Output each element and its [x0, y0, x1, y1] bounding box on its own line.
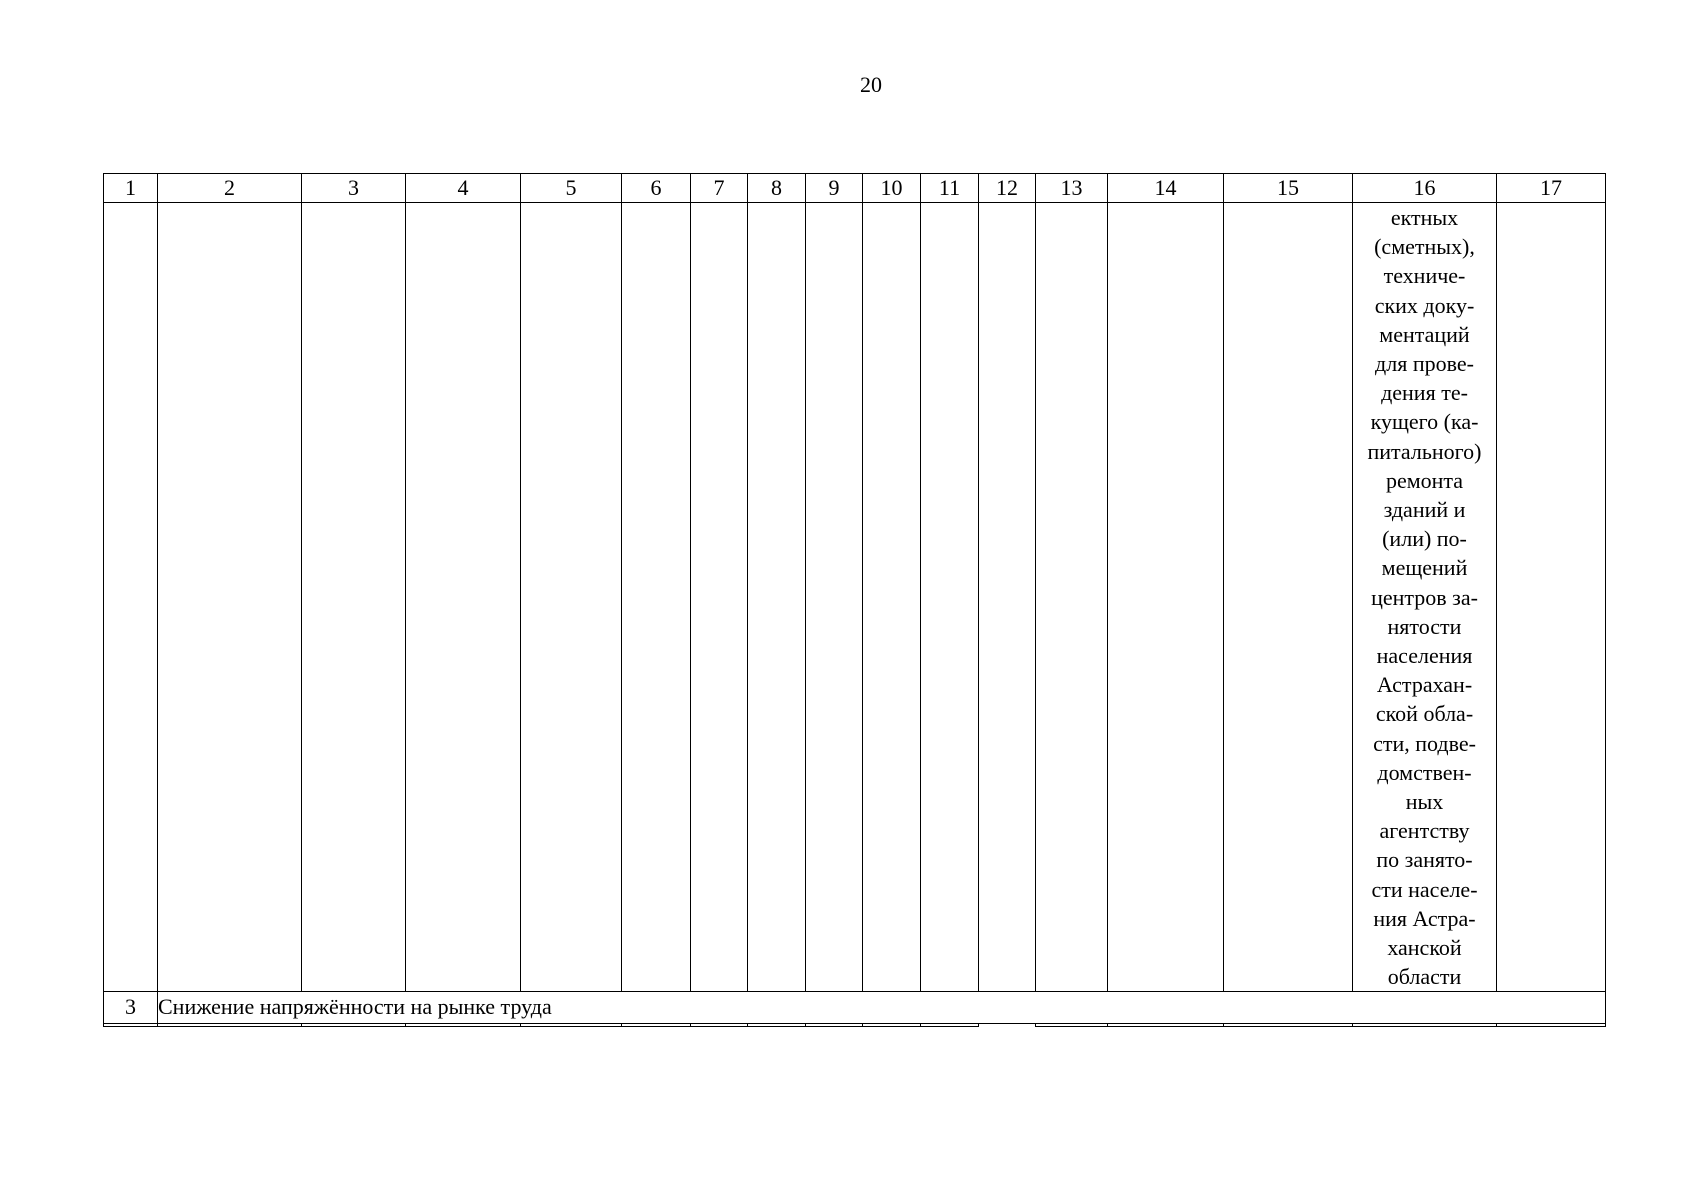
- cell-line: ской обла-: [1375, 701, 1474, 727]
- cell-line: нятости: [1387, 613, 1462, 639]
- table-cell: [806, 203, 863, 992]
- cell-line: зданий и: [1383, 497, 1466, 523]
- cell-line: по занято-: [1376, 847, 1473, 873]
- table-cell: [863, 203, 921, 992]
- table-cell: [302, 203, 406, 992]
- column-header-11: 11: [921, 174, 979, 203]
- table-cell: [1036, 203, 1108, 992]
- column-header-7: 7: [691, 174, 748, 203]
- cell-line: ектных: [1390, 205, 1459, 230]
- cell-line: области: [1387, 964, 1462, 990]
- cell-line: (или) по-: [1382, 526, 1467, 552]
- cell-line: ских доку-: [1374, 292, 1475, 318]
- table-cell: [406, 203, 521, 992]
- table-cell: [921, 203, 979, 992]
- table-cell: [622, 1024, 691, 1027]
- column-header-14: 14: [1108, 174, 1224, 203]
- column-number-row: [104, 174, 1606, 203]
- column-header-16: 16: [1353, 174, 1497, 203]
- cell-line: ментаций: [1379, 321, 1470, 347]
- column-header-5: 5: [521, 174, 622, 203]
- column-header-1: 1: [104, 174, 158, 203]
- table-cell: [979, 1024, 1036, 1027]
- table-cell: [748, 1024, 806, 1027]
- cell-line: (сметных),: [1374, 234, 1475, 260]
- table-cell: [104, 1024, 158, 1027]
- table-cell: [521, 203, 622, 992]
- table-cell: [158, 1024, 302, 1027]
- table-cell: [691, 203, 748, 992]
- cell-line: для прове-: [1375, 351, 1474, 377]
- cell-line: Астрахан-: [1376, 672, 1473, 698]
- cell-line: домствен-: [1377, 759, 1472, 785]
- cell-line: ремонта: [1385, 467, 1464, 493]
- table-cell: [302, 1024, 406, 1027]
- cell-line: кущего (ка-: [1370, 409, 1479, 435]
- column-header-12: 12: [979, 174, 1036, 203]
- section-number: 3: [104, 992, 158, 1024]
- column-header-15: 15: [1224, 174, 1353, 203]
- cell-line: ния Астра-: [1373, 905, 1476, 931]
- table-cell: [1353, 1024, 1497, 1027]
- cell-line: техниче-: [1383, 263, 1466, 289]
- table-cell: [104, 203, 158, 992]
- cell-line: ханской: [1387, 935, 1462, 961]
- cell-line: сти, подве-: [1373, 730, 1476, 756]
- table-cell: [921, 1024, 979, 1027]
- table-cell: [1036, 1024, 1108, 1027]
- column-header-3: 3: [302, 174, 406, 203]
- column-header-10: 10: [863, 174, 921, 203]
- cell-line: агентству: [1379, 818, 1470, 844]
- table-cell: [1497, 1024, 1606, 1027]
- continuation-row: [104, 203, 1606, 992]
- cell-line: питального): [1367, 438, 1482, 464]
- table-cell: [1108, 1024, 1224, 1027]
- table-cell: [979, 203, 1036, 992]
- section-row: [104, 992, 1606, 1024]
- table-cell: [748, 203, 806, 992]
- column-header-9: 9: [806, 174, 863, 203]
- document-table: [103, 173, 1606, 1027]
- cell-line: ных: [1405, 789, 1444, 815]
- table-cell: [406, 1024, 521, 1027]
- table-cell: [691, 1024, 748, 1027]
- cell-line: сти населе-: [1371, 876, 1478, 902]
- table-cell: [1224, 1024, 1353, 1027]
- table-cell: [622, 203, 691, 992]
- column-header-6: 6: [622, 174, 691, 203]
- cell-line: центров за-: [1371, 584, 1478, 610]
- table-cell: [1224, 203, 1353, 992]
- continuation-text-cell: [1353, 203, 1497, 992]
- column-header-2: 2: [158, 174, 302, 203]
- cell-line: населения: [1376, 643, 1473, 669]
- column-header-13: 13: [1036, 174, 1108, 203]
- table-cell: [1497, 203, 1606, 992]
- cell-line: мещений: [1381, 555, 1468, 581]
- table-cell: [158, 203, 302, 992]
- page-number: 20: [860, 72, 882, 97]
- column-header-4: 4: [406, 174, 521, 203]
- section-title: Снижение напряжённости на рынке труда: [158, 992, 1606, 1024]
- table-tail-row: [104, 1024, 1606, 1027]
- column-header-17: 17: [1497, 174, 1606, 203]
- table-cell: [521, 1024, 622, 1027]
- table-cell: [1108, 203, 1224, 992]
- column-header-8: 8: [748, 174, 806, 203]
- table-cell: [863, 1024, 921, 1027]
- table-cell: [806, 1024, 863, 1027]
- cell-line: дения те-: [1381, 380, 1468, 406]
